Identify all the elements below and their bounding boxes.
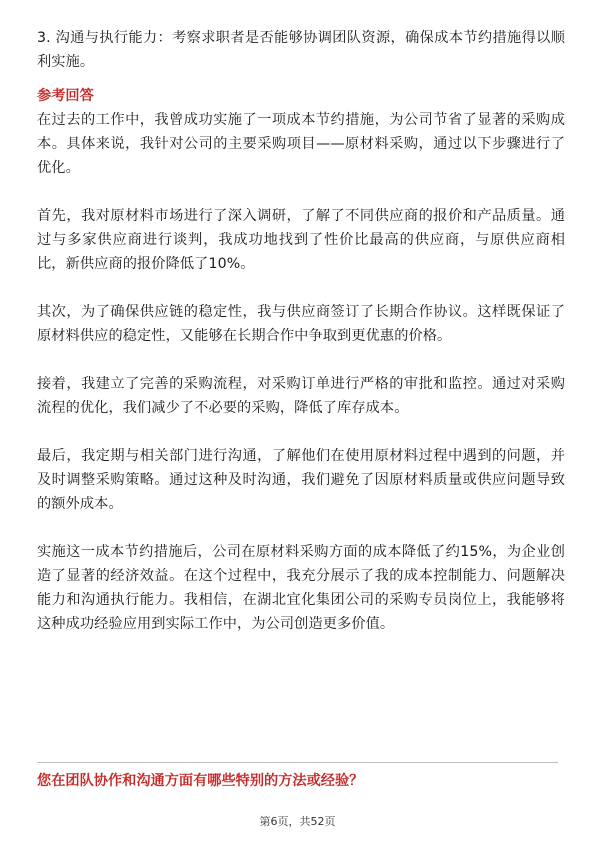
answer-paragraph-4: 接着，我建立了完善的采购流程，对采购订单进行严格的审批和监控。通过对采购流程的优化，我们减少了不必要的采购，降低了库存成本。 — [37, 376, 565, 416]
answer-paragraph-1: 在过去的工作中，我曾成功实施了一项成本节约措施，为公司节省了显著的采购成本。具体来说，我针对公司的主要采购项目——原材料采购，通过以下步骤进行了优化。 — [37, 112, 565, 176]
section-divider — [37, 762, 558, 763]
answer-paragraph-6: 实施这一成本节约措施后，公司在原材料采购方面的成本降低了约15%，为企业创造了显著的经济效益。在这个过程中，我充分展示了我的成本控制能力、问题解决能力和沟通执行能力。我相信，在湖北宜化集团公司的采购专员岗位上，我能够将这种成功经验应用到实际工作中，为公司创造更多价值。 — [37, 544, 565, 632]
answer-paragraph-2: 首先，我对原材料市场进行了深入调研，了解了不同供应商的报价和产品质量。通过与多家供应商进行谈判，我成功地找到了性价比最高的供应商，与原供应商相比，新供应商的报价降低了10%。 — [37, 208, 565, 272]
question-intro: 3. 沟通与执行能力：考察求职者是否能够协调团队资源，确保成本节约措施得以顺利实施。 — [37, 30, 565, 70]
answer-paragraph-3: 其次，为了确保供应链的稳定性，我与供应商签订了长期合作协议。这样既保证了原材料供应的稳定性，又能够在长期合作中争取到更优惠的价格。 — [37, 304, 565, 344]
reference-answer-heading: 参考回答 — [37, 88, 94, 104]
page-number-footer: 第6页，共52页 — [259, 815, 336, 828]
answer-paragraph-5: 最后，我定期与相关部门进行沟通，了解他们在使用原材料过程中遇到的问题，并及时调整采购策略。通过这种及时沟通，我们避免了因原材料质量或供应问题导致的额外成本。 — [37, 448, 565, 512]
page-content — [37, 26, 565, 636]
next-question-heading: 您在团队协作和沟通方面有哪些特别的方法或经验？ — [37, 773, 364, 789]
